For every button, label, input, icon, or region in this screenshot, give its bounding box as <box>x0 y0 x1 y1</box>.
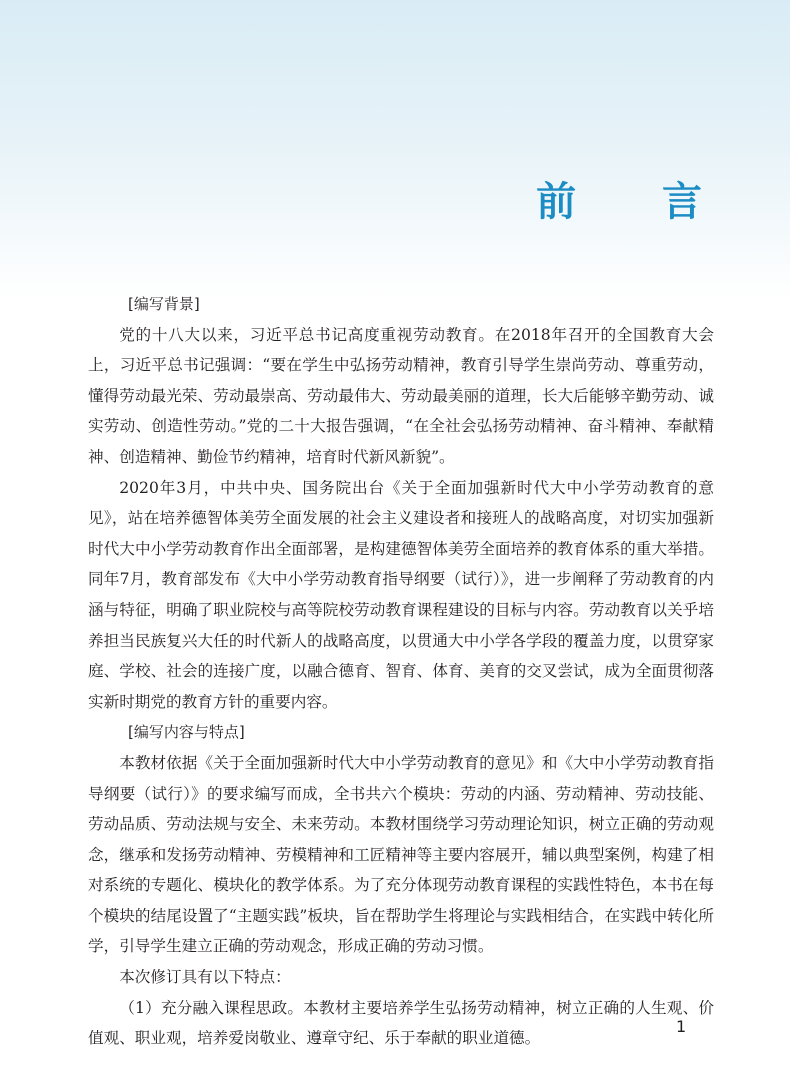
section-content-features <box>88 717 714 1054</box>
header-background <box>0 0 790 300</box>
paragraph: （1）充分融入课程思政。本教材主要培养学生弘扬劳动精神，树立正确的人生观、价值观、职业观，培养爱岗敬业、遵章守纪、乐于奉献的职业道德。 <box>88 998 714 1048</box>
paragraph: 2020年3月，中共中央、国务院出台《关于全面加强新时代大中小学劳动教育的意见》，站在培养德智体美劳全面发展的社会主义建设者和接班人的战略高度，对切实加强新时代大中小学劳动教育作出全面部署，是构建德智体美劳全面培养的教育体系的重大举措。同年7月，教育部发布《大中小学劳动教育指导纲要（试行）》，进一步阐释了劳动教育的内涵与特征，明确了职业院校与高等院校劳动教育课程建设的目标与内容。劳动教育以关乎培养担当民族复兴大任的时代新人的战略高度，以贯通大中小学各学段的覆盖力度，以贯穿家庭、学校、社会的连接广度，以融合德育、智育、体育、美育的交叉尝试，成为全面贯彻落实新时期党的教育方针的重要内容。 <box>88 478 714 711</box>
section-heading: [编写内容与特点] <box>128 723 245 742</box>
paragraph: 本次修订具有以下特点： <box>119 968 291 987</box>
paragraph: 党的十八大以来，习近平总书记高度重视劳动教育。在2018年召开的全国教育大会上，习近平总书记强调：“要在学生中弘扬劳动精神，教育引导学生崇尚劳动、尊重劳动，懂得劳动最光荣、劳动最崇高、劳动最伟大、劳动最美丽的道理，长大后能够辛勤劳动、诚实劳动、创造性劳动。”党的二十大报告强调，“在全社会弘扬劳动精神、奋斗精神、奉献精神、创造精神、勤俭节约精神，培育时代新风新貌”。 <box>88 325 714 466</box>
page-title: 前 言 <box>536 179 738 225</box>
section-background <box>88 289 714 717</box>
paragraph: 本教材依据《关于全面加强新时代大中小学劳动教育的意见》和《大中小学劳动教育指导纲要（试行）》的要求编写而成，全书共六个模块：劳动的内涵、劳动精神、劳动技能、劳动品质、劳动法规与安全、未来劳动。本教材围绕学习劳动理论知识，树立正确的劳动观念，继承和发扬劳动精神、劳模精神和工匠精神等主要内容展开，辅以典型案例，构建了相对系统的专题化、模块化的教学体系。为了充分体现劳动教育课程的实践性特色，本书在每个模块的结尾设置了“主题实践”板块，旨在帮助学生将理论与实践相结合，在实践中转化所学，引导学生建立正确的劳动观念，形成正确的劳动习惯。 <box>88 753 714 956</box>
section-heading: [编写背景] <box>128 295 200 313</box>
page-number: 1 <box>676 1017 687 1036</box>
body-text <box>88 289 714 1054</box>
